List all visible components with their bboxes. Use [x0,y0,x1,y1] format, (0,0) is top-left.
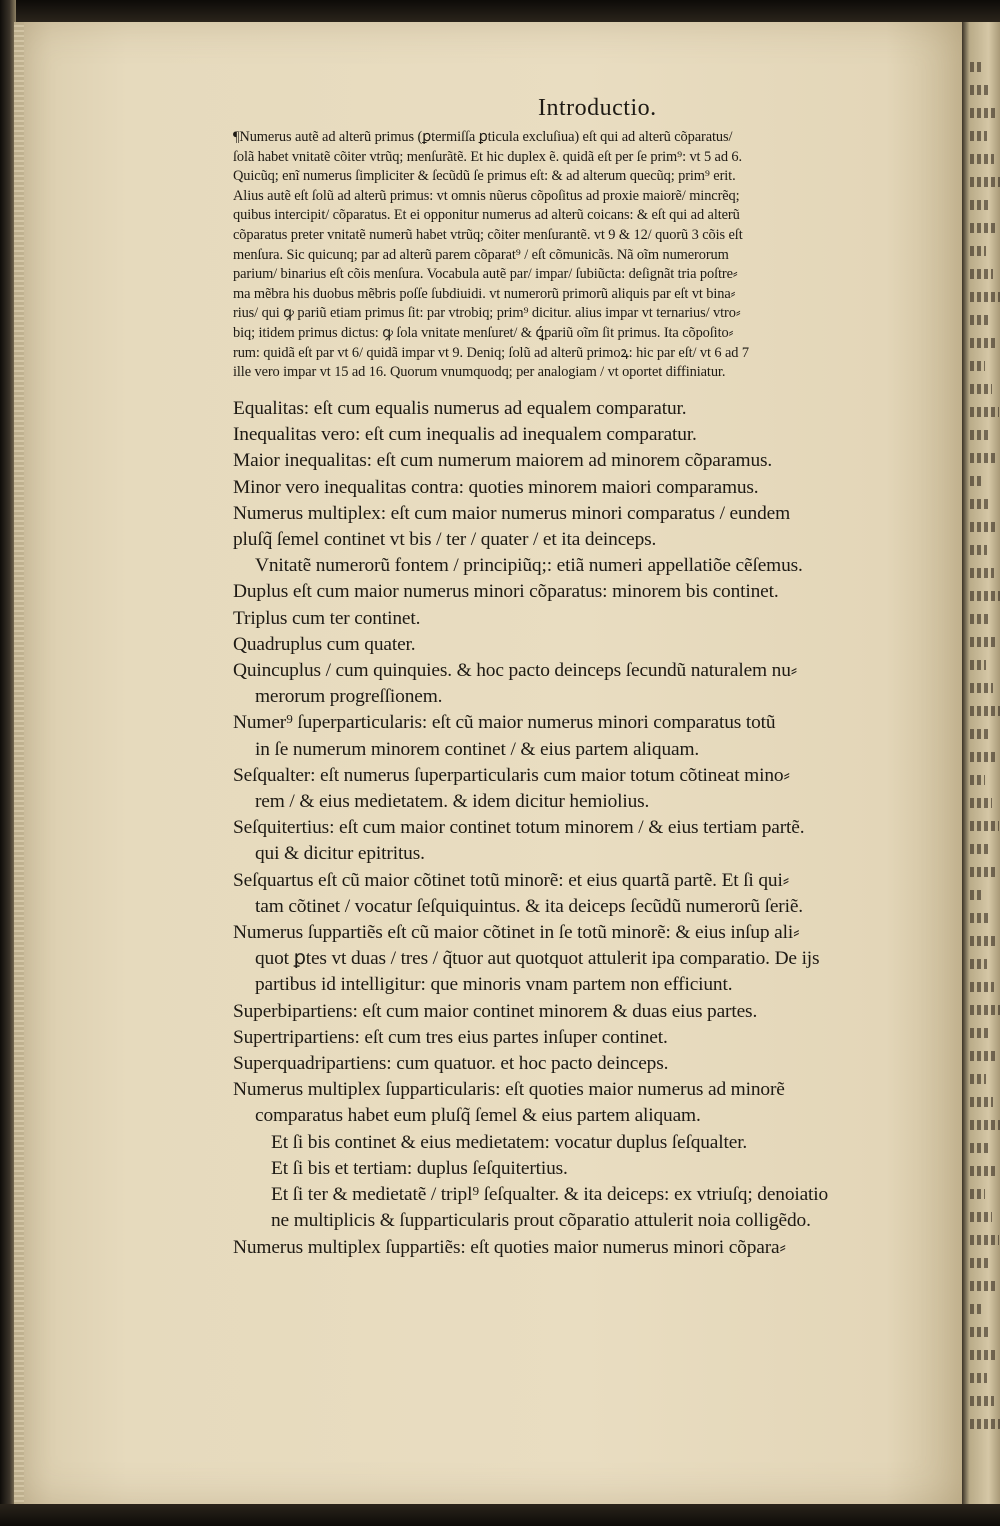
bleed-through-mark [970,85,991,95]
text-line: partibus id intelligitur: que minoris vnam partem non efficiunt. [255,974,733,996]
bleed-through-mark [970,1120,1000,1130]
text-line: ne multiplicis & ſupparticularis prout cõparatio attulerit noia colligẽdo. [271,1210,811,1232]
bleed-through-mark [970,729,989,739]
text-line: Minor vero inequalitas contra: quoties minorem maiori comparamus. [233,476,759,498]
bleed-through-mark [970,384,992,394]
bleed-through-mark [970,1189,985,1199]
large-text-block [233,396,953,1261]
bleed-through-mark [970,108,998,118]
bleed-through-mark [970,177,1000,187]
bleed-through-mark [970,200,990,210]
text-line: Supertripartiens: eſt cum tres eius partes inſuper continet. [233,1026,668,1048]
text-line: merorum progreſſionem. [255,686,443,708]
text-line: rum: quidã eſt par vt 6/ quidã impar vt 9. Deniq; ſolũ ad alterũ primoꝝ: hic par eſt/ vt 6 ad 7 [233,344,749,361]
bleed-through-mark [970,614,990,624]
bleed-through-mark [970,1281,995,1291]
bleed-through-mark [970,821,999,831]
bleed-through-mark [970,315,989,325]
text-line: ſolã habet vnitatẽ cõiter vtrũq; menſurãtẽ. Et hic duplex ẽ. quidã eſt per ſe prim⁹: vt 5 ad 6. [233,148,743,165]
bleed-through-mark [970,246,986,256]
bleed-through-mark [970,407,999,417]
bleed-through-mark [970,223,997,233]
bleed-through-mark [970,131,987,141]
bleed-through-mark [970,476,984,486]
bleed-through-mark [970,499,991,509]
bleed-through-mark [970,798,992,808]
bleed-through-mark [970,683,993,693]
bleed-through-mark [970,1327,991,1337]
bleed-through-mark [970,522,998,532]
bleed-through-mark [970,1051,997,1061]
adjacent-page-edge [962,22,1000,1504]
bleed-through-mark [970,1419,1000,1429]
bleed-through-mark [970,1143,989,1153]
text-line: cõparatus preter vnitatẽ numerũ habet vtrũq; cõiter menſurantẽ. vt 9 & 12/ quorũ 3 cõis eſt [233,226,743,243]
text-line: parium/ binarius eſt cõis menſura. Vocabula autẽ par/ impar/ ſubiũcta: deſignãt tria poſtre⸗ [233,266,738,283]
text-line: menſura. Sic quicunq; par ad alterũ parem cõparat⁹ / eſt cõmunicãs. Nã oĩm numerorum [233,246,729,263]
bleed-through-mark [970,1097,993,1107]
text-line: rem / & eius medietatem. & idem dicitur hemiolius. [255,791,650,813]
bleed-through-mark [970,1396,994,1406]
text-line: quibus intercipit/ cõparatus. Et ei opponitur numerus ad alterũ coicans: & eſt qui ad alterũ [233,207,740,224]
text-line: Inequalitas vero: eſt cum inequalis ad inequalem comparatur. [233,424,697,446]
bleed-through-mark [970,913,991,923]
bleed-through-mark [970,637,997,647]
text-line: Duplus eſt cum maior numerus minori cõparatus: minorem bis continet. [233,581,779,603]
bleed-through-mark [970,775,985,785]
text-line: Numerus ſuppartiẽs eſt cũ maior cõtinet in ſe totũ minorẽ: & eius inſup ali⸗ [233,922,800,944]
bleed-through-mark [970,1350,998,1360]
text-line: rius/ qui ꝙ pariũ etiam primus ſit: par vtrobiq; prim⁹ dicitur. alius impar vt ternarius/ vtro⸗ [233,305,741,322]
bleed-through-mark [970,844,988,854]
text-line: Quadruplus cum quater. [233,633,416,655]
text-line: comparatus habet eum pluſq̃ ſemel & eius partem aliquam. [255,1105,701,1127]
text-line: quot ꝑtes vt duas / tres / q̃tuor aut quotquot attulerit ipa comparatio. De ijs [255,948,820,970]
text-line: in ſe numerum minorem continet / & eius partem aliquam. [255,738,700,760]
bleed-through-mark [970,430,988,440]
text-line: Quincuplus / cum quinquies. & hoc pacto deinceps ſecundũ naturalem nu⸗ [233,660,798,682]
bleed-through-mark [970,1373,987,1383]
text-line: Et ſi bis continet & eius medietatem: vocatur duplus ſeſqualter. [271,1131,748,1153]
text-line: tam cõtinet / vocatur ſeſquiquintus. & ita deiceps ſecũdũ numerorũ ſeriẽ. [255,895,803,917]
bleed-through-mark [970,660,986,670]
bottom-edge [0,1504,1000,1526]
bleed-through-mark [970,292,1000,302]
bleed-through-mark [970,867,995,877]
text-line: qui & dicitur epitritus. [255,843,425,865]
text-line: biq; itidem primus dictus: ꝙ ſola vnitate menſuret/ & ꝗ́pariũ oĩm ſit primus. Ita cõpoſito⸗ [233,324,734,341]
text-line: ille vero impar vt 15 ad 16. Quorum vnumquodq; per analogiam / vt oportet diffiniatur. [233,364,726,381]
bleed-through-mark [970,959,987,969]
bleed-through-mark [970,361,985,371]
bleed-through-mark [970,1028,990,1038]
bleed-through-mark [970,1258,988,1268]
text-line: pluſq̃ ſemel continet vt bis / ter / quater / et ita deinceps. [233,529,657,551]
bleed-through-mark [970,982,994,992]
text-line: Superquadripartiens: cum quatuor. et hoc pacto deinceps. [233,1053,669,1075]
text-line: Maior inequalitas: eſt cum numerum maiorem ad minorem cõparamus. [233,450,773,472]
text-line: Quicũq; enĩ numerus ſimpliciter & ſecũdũ ſe primus eſt: & ad alterum quecũq; prim⁹ erit. [233,168,736,185]
text-line: Numerus multiplex ſupparticularis: eſt quoties maior numerus ad minorẽ [233,1079,785,1101]
text-line: Numerus multiplex: eſt cum maior numerus minori comparatus / eundem [233,502,791,524]
text-line: Superbipartiens: eſt cum maior continet minorem & duas eius partes. [233,1000,758,1022]
bleed-through-mark [970,706,1000,716]
text-line: ¶Numerus autẽ ad alterũ primus (ꝑtermiſſa ꝑticula excluſiua) eſt qui ad alterũ cõparatus/ [233,129,733,145]
text-line: ma mẽbra his duobus mẽbris poſſe ſubdiuidi. vt numerorũ primorũ aliquis par eſt vt bina⸗ [233,285,736,302]
bleed-through-mark [970,269,993,279]
text-line: Triplus cum ter continet. [233,607,421,629]
bleed-through-mark [970,338,996,348]
bleed-through-mark [970,453,995,463]
bleed-through-mark [970,890,984,900]
bleed-through-mark [970,936,998,946]
bleed-through-mark [970,1304,984,1314]
bleed-through-mark [970,154,994,164]
text-line: Alius autẽ eſt ſolũ ad alterũ primus: vt omnis nũerus cõpoſitus ad proxie maiorẽ/ mincrẽq; [233,187,740,204]
bleed-through-mark [970,752,996,762]
text-line: Et ſi bis et tertiam: duplus ſeſquitertius. [271,1157,568,1179]
bleed-through-mark [970,1074,986,1084]
text-line: Et ſi ter & medietatẽ / tripl⁹ ſeſqualter. & ita deiceps: ex vtriuſq; denoiatio [271,1184,829,1206]
small-text-block [233,128,953,383]
bleed-through-mark [970,1005,1000,1015]
page-heading: Introductio. [538,95,657,121]
bleed-through-mark [970,591,1000,601]
bleed-through-mark [970,1212,992,1222]
text-line: Equalitas: eſt cum equalis numerus ad equalem comparatur. [233,398,687,419]
bleed-through-mark [970,1235,999,1245]
text-line: Numer⁹ ſuperparticularis: eſt cũ maior numerus minori comparatus totũ [233,712,776,734]
bleed-through-mark [970,545,987,555]
bleed-through-mark [970,568,994,578]
text-line: Vnitatẽ numerorũ fontem / principiũq;: etiã numeri appellatiõe cẽſemus. [255,555,803,577]
bleed-through-mark [970,62,984,72]
text-line: Numerus multiplex ſuppartiẽs: eſt quoties maior numerus minori cõpara⸗ [233,1236,786,1258]
bleed-through-mark [970,1166,996,1176]
text-line: Seſquitertius: eſt cum maior continet totum minorem / & eius tertiam partẽ. [233,817,805,839]
text-line: Seſqualter: eſt numerus ſuperparticularis cum maior totum cõtineat mino⸗ [233,764,790,786]
top-edge [0,0,1000,22]
text-line: Seſquartus eſt cũ maior cõtinet totũ minorẽ: et eius quartã partẽ. Et ſi qui⸗ [233,869,790,891]
